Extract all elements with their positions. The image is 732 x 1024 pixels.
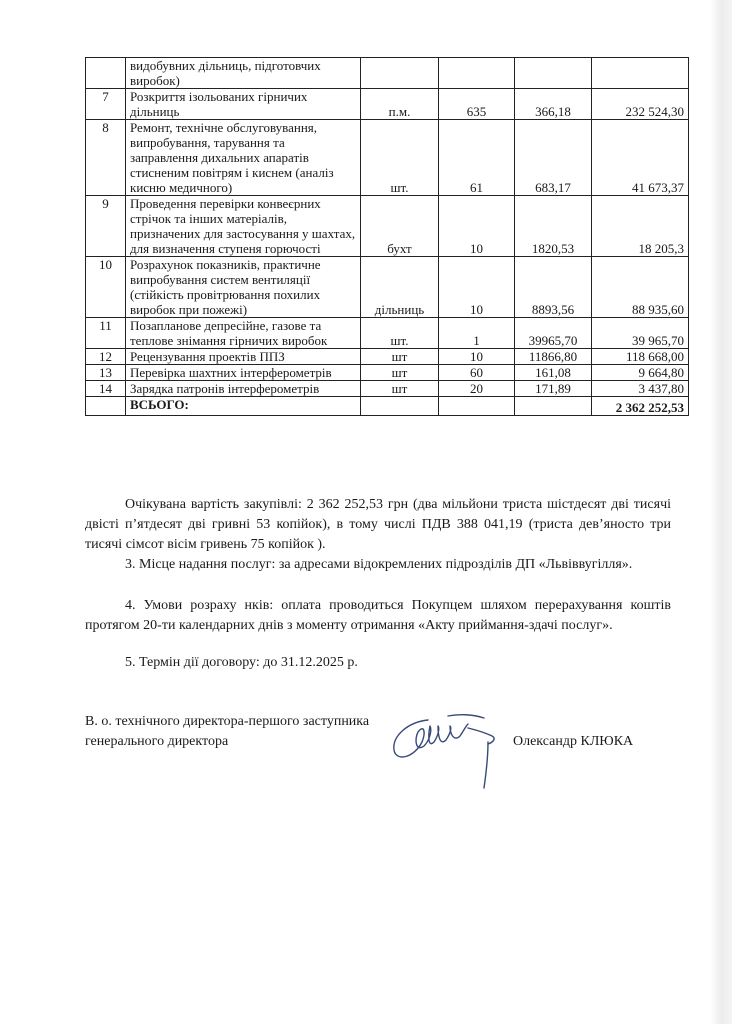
quantity-cell: 635 xyxy=(439,89,515,120)
sum-cell: 18 205,3 xyxy=(592,196,689,257)
sum-cell: 232 524,30 xyxy=(592,89,689,120)
row-number-cell: 13 xyxy=(86,365,126,381)
quantity-cell: 20 xyxy=(439,381,515,397)
unit-price-cell: 171,89 xyxy=(515,381,592,397)
sum-cell: 118 668,00 xyxy=(592,349,689,365)
total-empty-cell xyxy=(439,397,515,416)
description-cell: Проведення перевірки конвеєрних стрічок та інших матеріалів, призначених для застосування у шахтах, для визначення ступеня горючості xyxy=(126,196,361,257)
quantity-cell xyxy=(439,58,515,89)
unit-cell xyxy=(361,58,439,89)
row-number-cell: 14 xyxy=(86,381,126,397)
table-row xyxy=(86,318,689,349)
description-cell: видобувних дільниць, підготовчих виробок) xyxy=(126,58,361,89)
sum-cell: 3 437,80 xyxy=(592,381,689,397)
unit-price-cell: 11866,80 xyxy=(515,349,592,365)
unit-cell: шт xyxy=(361,381,439,397)
description-cell: Позапланове депресійне, газове та теплове знімання гірничих виробок xyxy=(126,318,361,349)
table-row xyxy=(86,89,689,120)
unit-price-cell xyxy=(515,58,592,89)
row-number-cell: 10 xyxy=(86,257,126,318)
unit-cell: шт xyxy=(361,365,439,381)
total-label-cell: ВСЬОГО: xyxy=(126,397,361,416)
unit-cell: п.м. xyxy=(361,89,439,120)
quantity-cell: 10 xyxy=(439,196,515,257)
description-cell: Розкриття ізольованих гірничих дільниць xyxy=(126,89,361,120)
quantity-cell: 10 xyxy=(439,257,515,318)
sum-cell xyxy=(592,58,689,89)
table-row xyxy=(86,381,689,397)
unit-cell: шт. xyxy=(361,120,439,196)
unit-price-cell: 366,18 xyxy=(515,89,592,120)
signatory-name: Олександр КЛЮКА xyxy=(513,734,634,749)
row-number-cell: 7 xyxy=(86,89,126,120)
quantity-cell: 60 xyxy=(439,365,515,381)
description-cell: Розрахунок показників, практичне випробування систем вентиляції (стійкість провітрювання похилих виробок при пожежі) xyxy=(126,257,361,318)
description-cell: Ремонт, технічне обслуговування, випробування, тарування та заправлення дихальних апаратів стисненим повітрям і киснем (аналіз кисню медичного) xyxy=(126,120,361,196)
row-number-cell: 9 xyxy=(86,196,126,257)
total-empty-cell xyxy=(361,397,439,416)
row-number-cell: 8 xyxy=(86,120,126,196)
table-row xyxy=(86,120,689,196)
sum-cell: 41 673,37 xyxy=(592,120,689,196)
row-number-cell: 12 xyxy=(86,349,126,365)
quantity-cell: 10 xyxy=(439,349,515,365)
row-number-cell xyxy=(86,58,126,89)
unit-price-cell: 161,08 xyxy=(515,365,592,381)
services-table xyxy=(85,57,689,416)
contract-term-paragraph: 5. Термін дії договору: до 31.12.2025 р. xyxy=(125,655,358,670)
unit-price-cell: 8893,56 xyxy=(515,257,592,318)
unit-cell: шт xyxy=(361,349,439,365)
description-cell: Рецензування проектів ППЗ xyxy=(126,349,361,365)
services-table-body xyxy=(86,58,689,416)
quantity-cell: 61 xyxy=(439,120,515,196)
sum-cell: 88 935,60 xyxy=(592,257,689,318)
total-row xyxy=(86,397,689,416)
sum-cell: 39 965,70 xyxy=(592,318,689,349)
total-empty-cell xyxy=(515,397,592,416)
description-cell: Зарядка патронів інтерферометрів xyxy=(126,381,361,397)
expected-cost-paragraph: Очікувана вартість закупівлі: 2 362 252,53 грн (два мільйони триста шістдесят дві тисячі двісті п’ятдесят дві гривні 53 копійок), в тому числі ПДВ 388 041,19 (триста дев’яносто три тисячі сімсот вісім гривень 75 копійок ). xyxy=(85,497,671,552)
payment-terms-paragraph: 4. Умови розраху нків: оплата проводиться Покупцем шляхом перерахування коштів протягом 20-ти календарних днів з моменту отримання «Акту приймання-здачі послуг». xyxy=(85,598,671,633)
table-row xyxy=(86,365,689,381)
unit-cell: бухт xyxy=(361,196,439,257)
service-place-paragraph: 3. Місце надання послуг: за адресами відокремлених підрозділів ДП «Львіввугілля». xyxy=(125,557,633,572)
unit-price-cell: 1820,53 xyxy=(515,196,592,257)
table-row xyxy=(86,196,689,257)
unit-price-cell: 39965,70 xyxy=(515,318,592,349)
total-empty-cell xyxy=(86,397,126,416)
unit-price-cell: 683,17 xyxy=(515,120,592,196)
row-number-cell: 11 xyxy=(86,318,126,349)
table-row xyxy=(86,58,689,89)
handwritten-signature xyxy=(388,702,508,792)
page-edge-shadow xyxy=(710,0,732,1024)
unit-cell: шт. xyxy=(361,318,439,349)
quantity-cell: 1 xyxy=(439,318,515,349)
table-row xyxy=(86,257,689,318)
description-cell: Перевірка шахтних інтерферометрів xyxy=(126,365,361,381)
signatory-title: В. о. технічного директора-першого заступника генерального директора xyxy=(85,714,370,749)
sum-cell: 9 664,80 xyxy=(592,365,689,381)
unit-cell: дільниць xyxy=(361,257,439,318)
total-value-cell: 2 362 252,53 xyxy=(592,397,689,416)
table-row xyxy=(86,349,689,365)
